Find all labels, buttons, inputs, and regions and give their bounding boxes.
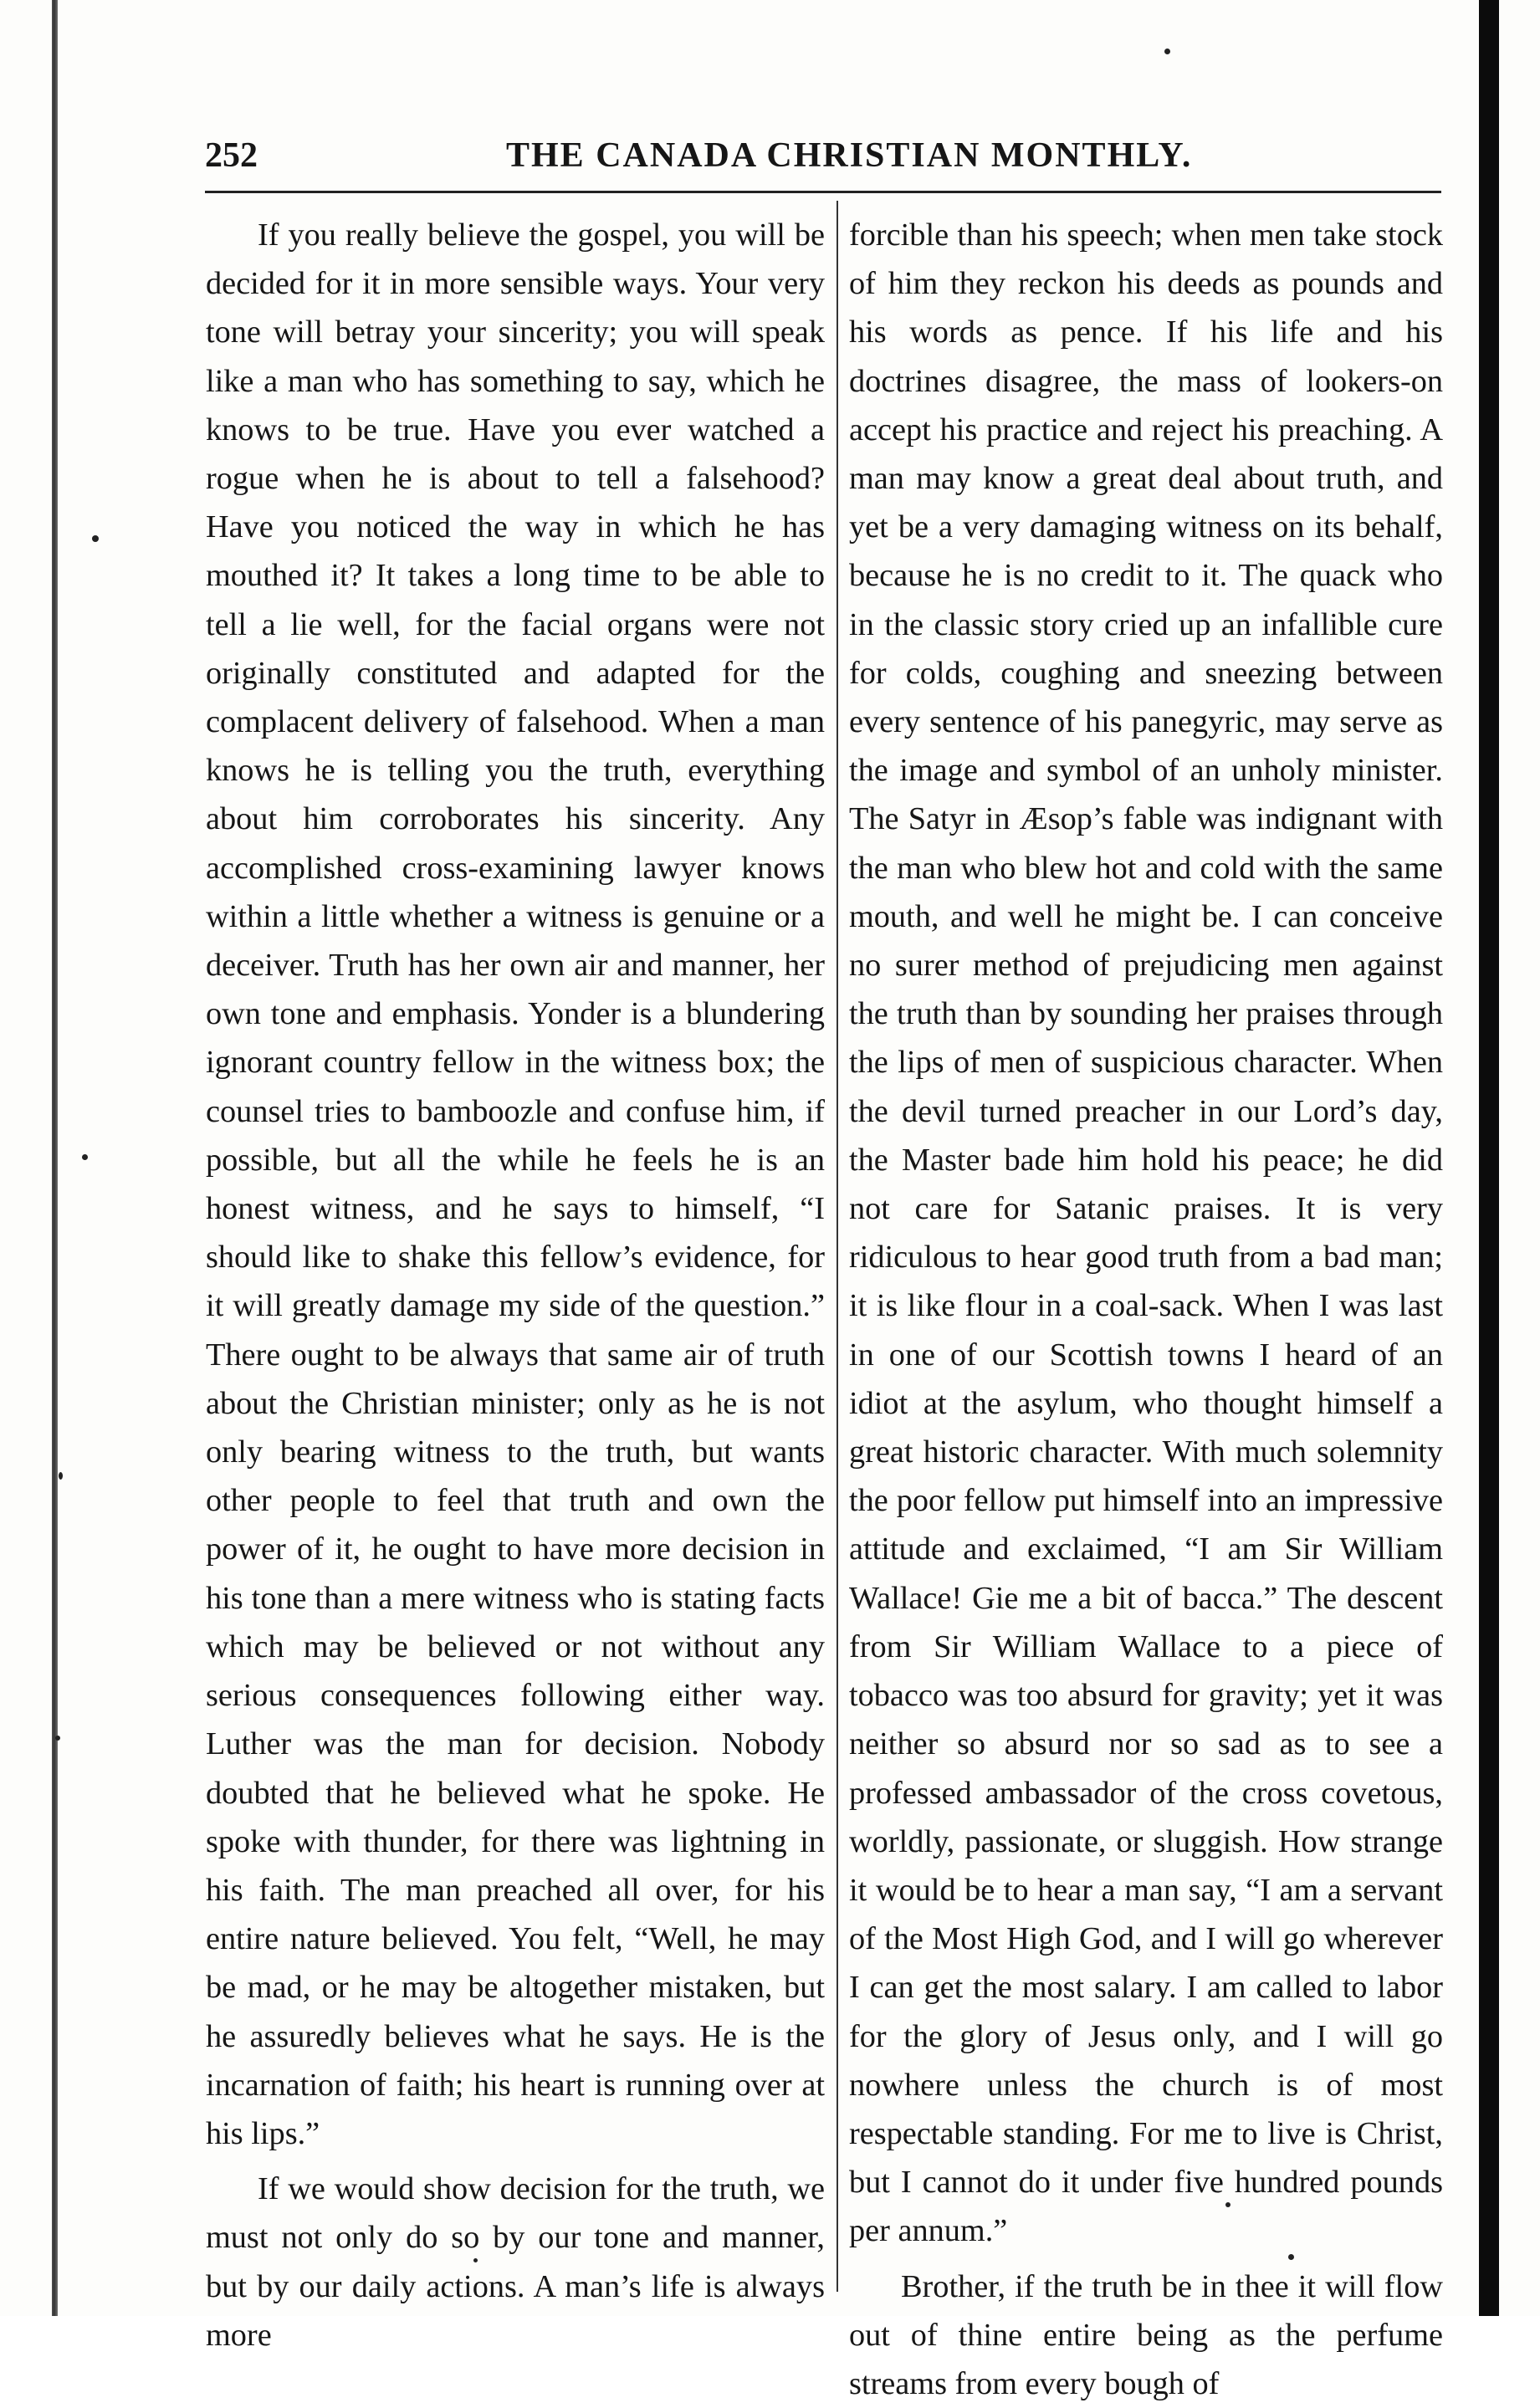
left-paragraph-2: If we would show decision for the truth, we must not only do so by our tone and manner, but by our daily actions. A man’s life is always more	[206, 2171, 825, 2353]
page-header	[205, 135, 1443, 186]
scan-speck	[92, 535, 99, 542]
right-paragraph-1: forcible than his speech; when men take stock of him they reckon his deeds as pounds and his words as pence. If his life and his doctrines disagree, the mass of lookers-on accept his practice and reject his preaching. A man may know a great deal about truth, and yet be a very damaging witness on its behalf, because he is no credit to it. The quack who in the classic story cried up an infallible cure for colds, coughing and sneezing between every sentence of his panegyric, may serve as the image and symbol of an unholy minister. The Satyr in Æsop’s fable was indignant with the man who blew hot and cold with the same mouth, and well he might be. I can conceive no surer method of prejudicing men against the truth than by sounding her praises through the lips of men of suspicious character. When the devil turned preacher in our Lord’s day, the Master bade him hold his peace; he did not care for Satanic praises. It is very ridiculous to hear good truth from a bad man; it is like flour in a coal-sack. When I was last in one of our Scottish towns I heard of an idiot at the asylum, who thought himself a great historic character. With much solemnity the poor fellow put himself into an impressive attitude and exclaimed, “I am Sir William Wallace! Gie me a bit of bacca.” The descent from Sir William Wallace to a piece of tobacco was too absurd for gravity; yet it was neither so absurd nor so sad as to see a professed ambassador of the cross covetous, worldly, passionate, or sluggish. How strange it would be to hear a man say, “I am a servant of the Most High God, and I will go wherever I can get the most salary. I am called to labor for the glory of Jesus only, and I will go nowhere unless the church is of most respectable standing. For me to live is Christ, but I cannot do it under five hundred pounds per annum.”	[849, 217, 1443, 2249]
running-title: THE CANADA CHRISTIAN MONTHLY.	[506, 136, 1193, 175]
scan-right-edge	[1479, 0, 1499, 2316]
page-number: 252	[205, 136, 258, 175]
scan-speck	[82, 1154, 88, 1160]
left-paragraph-1: If you really believe the gospel, you will be decided for it in more sensible ways. Your very tone will betray your sincerity; you will speak like a man who has something to say, which he knows to be true. Have you ever watched a rogue when he is about to tell a falsehood? Have you noticed the way in which he has mouthed it? It takes a long time to be able to tell a lie well, for the facial organs were not originally constituted and adapted for the complacent delivery of falsehood. When a man knows he is telling you the truth, everything about him corroborates his sincerity. Any accomplished cross-examining lawyer knows within a little whether a witness is genuine or a deceiver. Truth has her own air and manner, her own tone and emphasis. Yonder is a blundering ignorant country fellow in the witness box; the counsel tries to bamboozle and confuse him, if possible, but all the while he feels he is an honest witness, and he says to himself, “I should like to shake this fellow’s evidence, for it will greatly damage my side of the question.” There ought to be always that same air of truth about the Christian minister; only as he is not only bearing witness to the truth, but wants other people to feel that truth and own the power of it, he ought to have more decision in his tone than a mere witness who is stating facts which may be believed or not without any serious consequences following either way. Luther was the man for decision. Nobody doubted that he believed what he spoke. He spoke with thunder, for there was lightning in his faith. The man preached all over, for his entire nature believed. You felt, “Well, he may be mad, or he may be altogether mistaken, but he assuredly believes what he says. He is the incarnation of faith; his heart is running over at his lips.”	[206, 217, 825, 2151]
scan-speck	[55, 1736, 60, 1741]
scan-left-edge	[52, 0, 58, 2316]
header-rule	[205, 191, 1441, 193]
scan-speck	[1288, 2254, 1294, 2260]
scan-speck	[59, 1472, 63, 1480]
right-column	[849, 211, 1443, 2401]
scan-speck	[1225, 2202, 1230, 2207]
column-divider	[837, 201, 838, 2292]
right-paragraph-2: Brother, if the truth be in thee it will flow out of thine entire being as the perfume streams from every bough of	[849, 2268, 1443, 2401]
left-column	[206, 211, 825, 2353]
scan-speck	[1164, 49, 1170, 54]
scan-speck	[473, 2258, 478, 2262]
